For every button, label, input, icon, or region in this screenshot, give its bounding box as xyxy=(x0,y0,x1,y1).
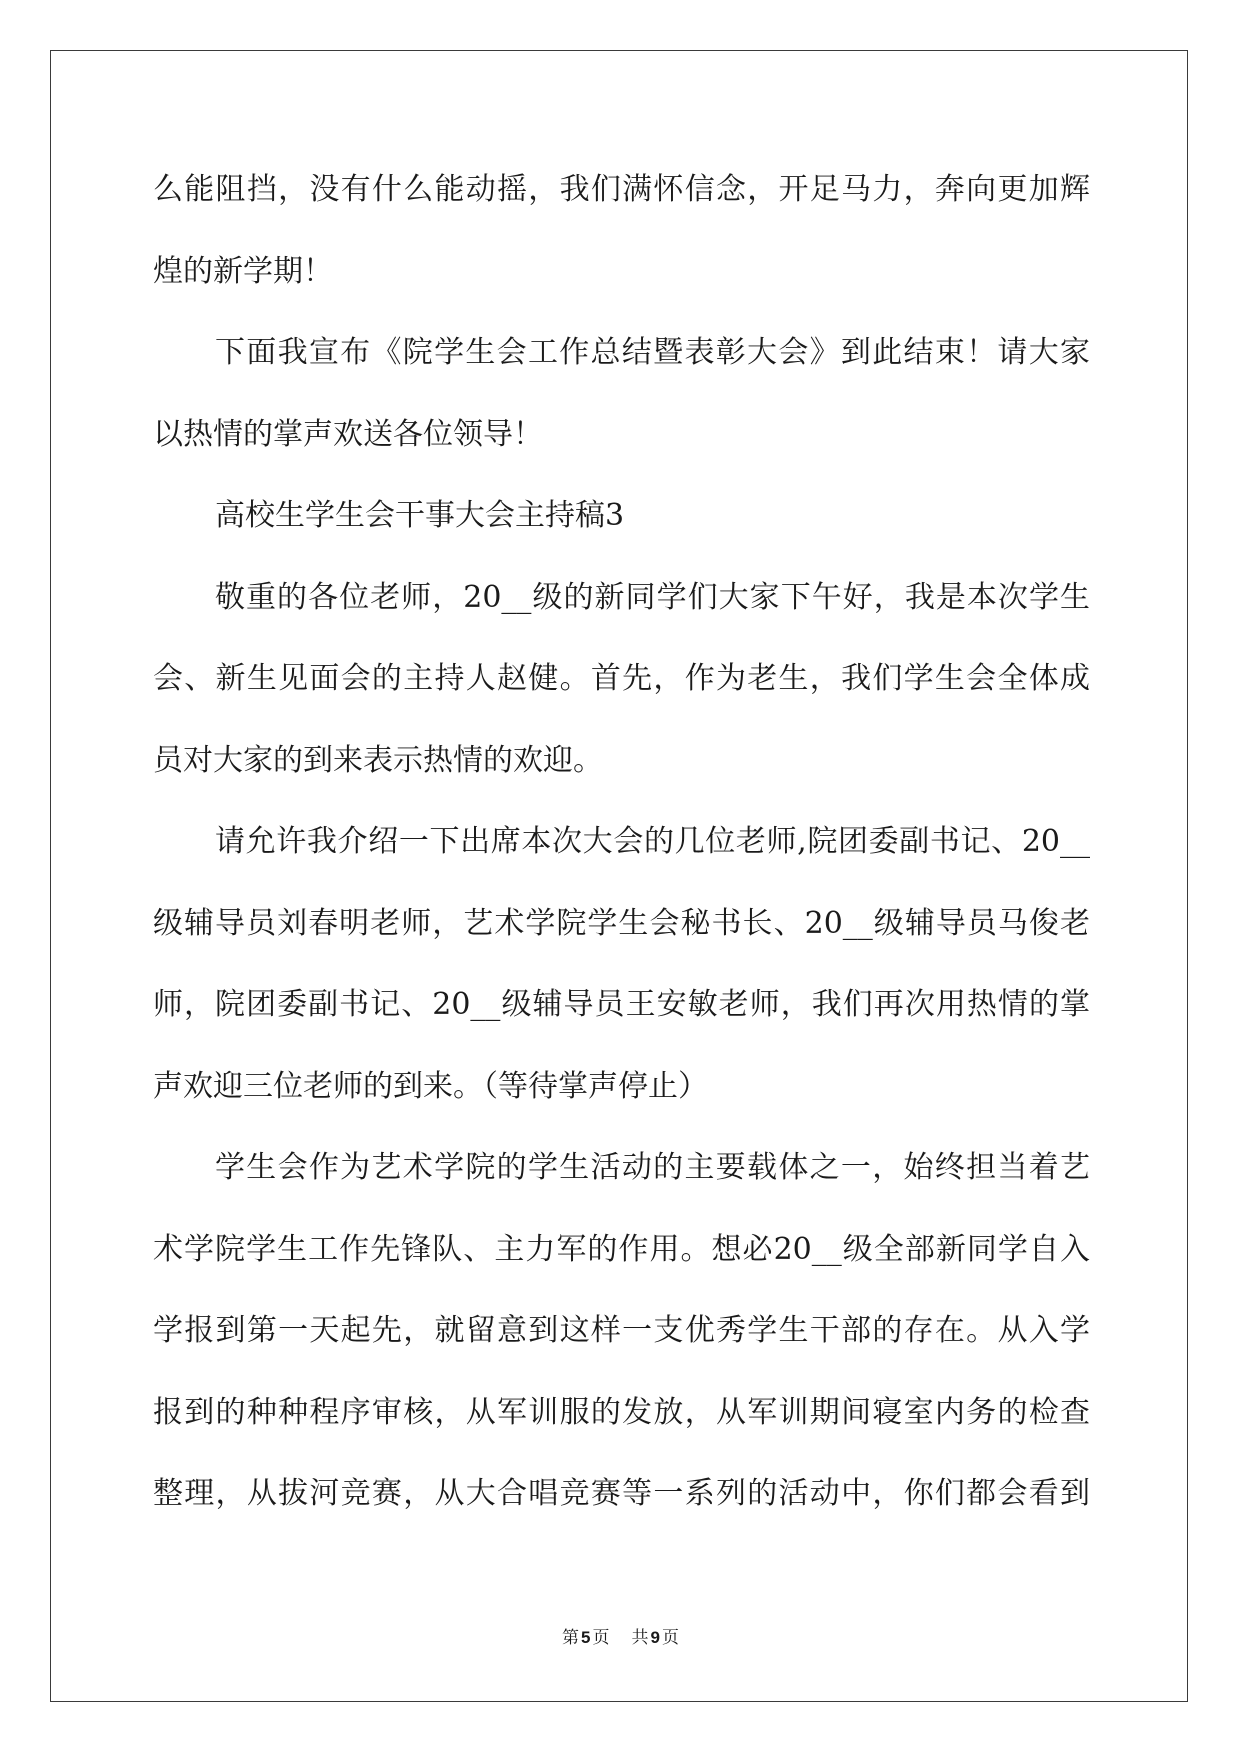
paragraph-line: 请允许我介绍一下出席本次大会的几位老师,院团委副书记、20__ xyxy=(215,824,1090,859)
paragraph xyxy=(153,1127,1090,1535)
total-pages: 9 xyxy=(650,1628,660,1647)
section-title-line: 高校生学生会干事大会主持稿3 xyxy=(215,498,625,533)
paragraph-line: 级辅导员刘春明老师，艺术学院学生会秘书长、20__级辅导员马俊老 xyxy=(153,905,1090,941)
paragraph-line: 整理，从拔河竞赛，从大合唱竞赛等一系列的活动中，你们都会看到 xyxy=(153,1476,1090,1511)
paragraph-line: 煌的新学期！ xyxy=(153,253,333,289)
paragraph-line: 下面我宣布《院学生会工作总结暨表彰大会》到此结束！请大家 xyxy=(215,335,1090,370)
paragraph-line: 声欢迎三位老师的到来。（等待掌声停止） xyxy=(153,1068,708,1104)
paragraph xyxy=(153,149,1090,312)
paragraph-line: 员对大家的到来表示热情的欢迎。 xyxy=(153,742,603,778)
total-pages-suffix: 页 xyxy=(661,1628,679,1648)
page-number-suffix: 页 xyxy=(592,1628,610,1648)
paragraph xyxy=(153,312,1090,475)
paragraph-line: 师，院团委副书记、20__级辅导员王安敏老师，我们再次用热情的掌 xyxy=(153,987,1090,1022)
paragraph-line: 以热情的掌声欢送各位领导！ xyxy=(153,416,543,452)
page-number: 5 xyxy=(581,1628,591,1647)
paragraph-line: 学报到第一天起先，就留意到这样一支优秀学生干部的存在。从入学 xyxy=(153,1313,1090,1348)
page-number-prefix: 第 xyxy=(562,1628,580,1648)
paragraph-line: 敬重的各位老师，20__级的新同学们大家下午好，我是本次学生 xyxy=(215,579,1090,615)
section-title xyxy=(153,475,1090,557)
document-body xyxy=(153,149,1090,1535)
paragraph-line: 术学院学生工作先锋队、主力军的作用。想必20__级全部新同学自入 xyxy=(153,1231,1090,1267)
paragraph xyxy=(153,801,1090,1127)
paragraph-line: 会、新生见面会的主持人赵健。首先，作为老生，我们学生会全体成 xyxy=(153,661,1090,696)
total-pages-prefix: 共 xyxy=(631,1628,649,1648)
paragraph xyxy=(153,557,1090,802)
page-footer xyxy=(0,1624,1241,1652)
paragraph-line: 报到的种种程序审核，从军训服的发放，从军训期间寝室内务的检查 xyxy=(153,1394,1090,1430)
paragraph-line: 么能阻挡，没有什么能动摇，我们满怀信念，开足马力，奔向更加辉 xyxy=(153,172,1090,207)
paragraph-line: 学生会作为艺术学院的学生活动的主要载体之一，始终担当着艺 xyxy=(215,1150,1090,1185)
